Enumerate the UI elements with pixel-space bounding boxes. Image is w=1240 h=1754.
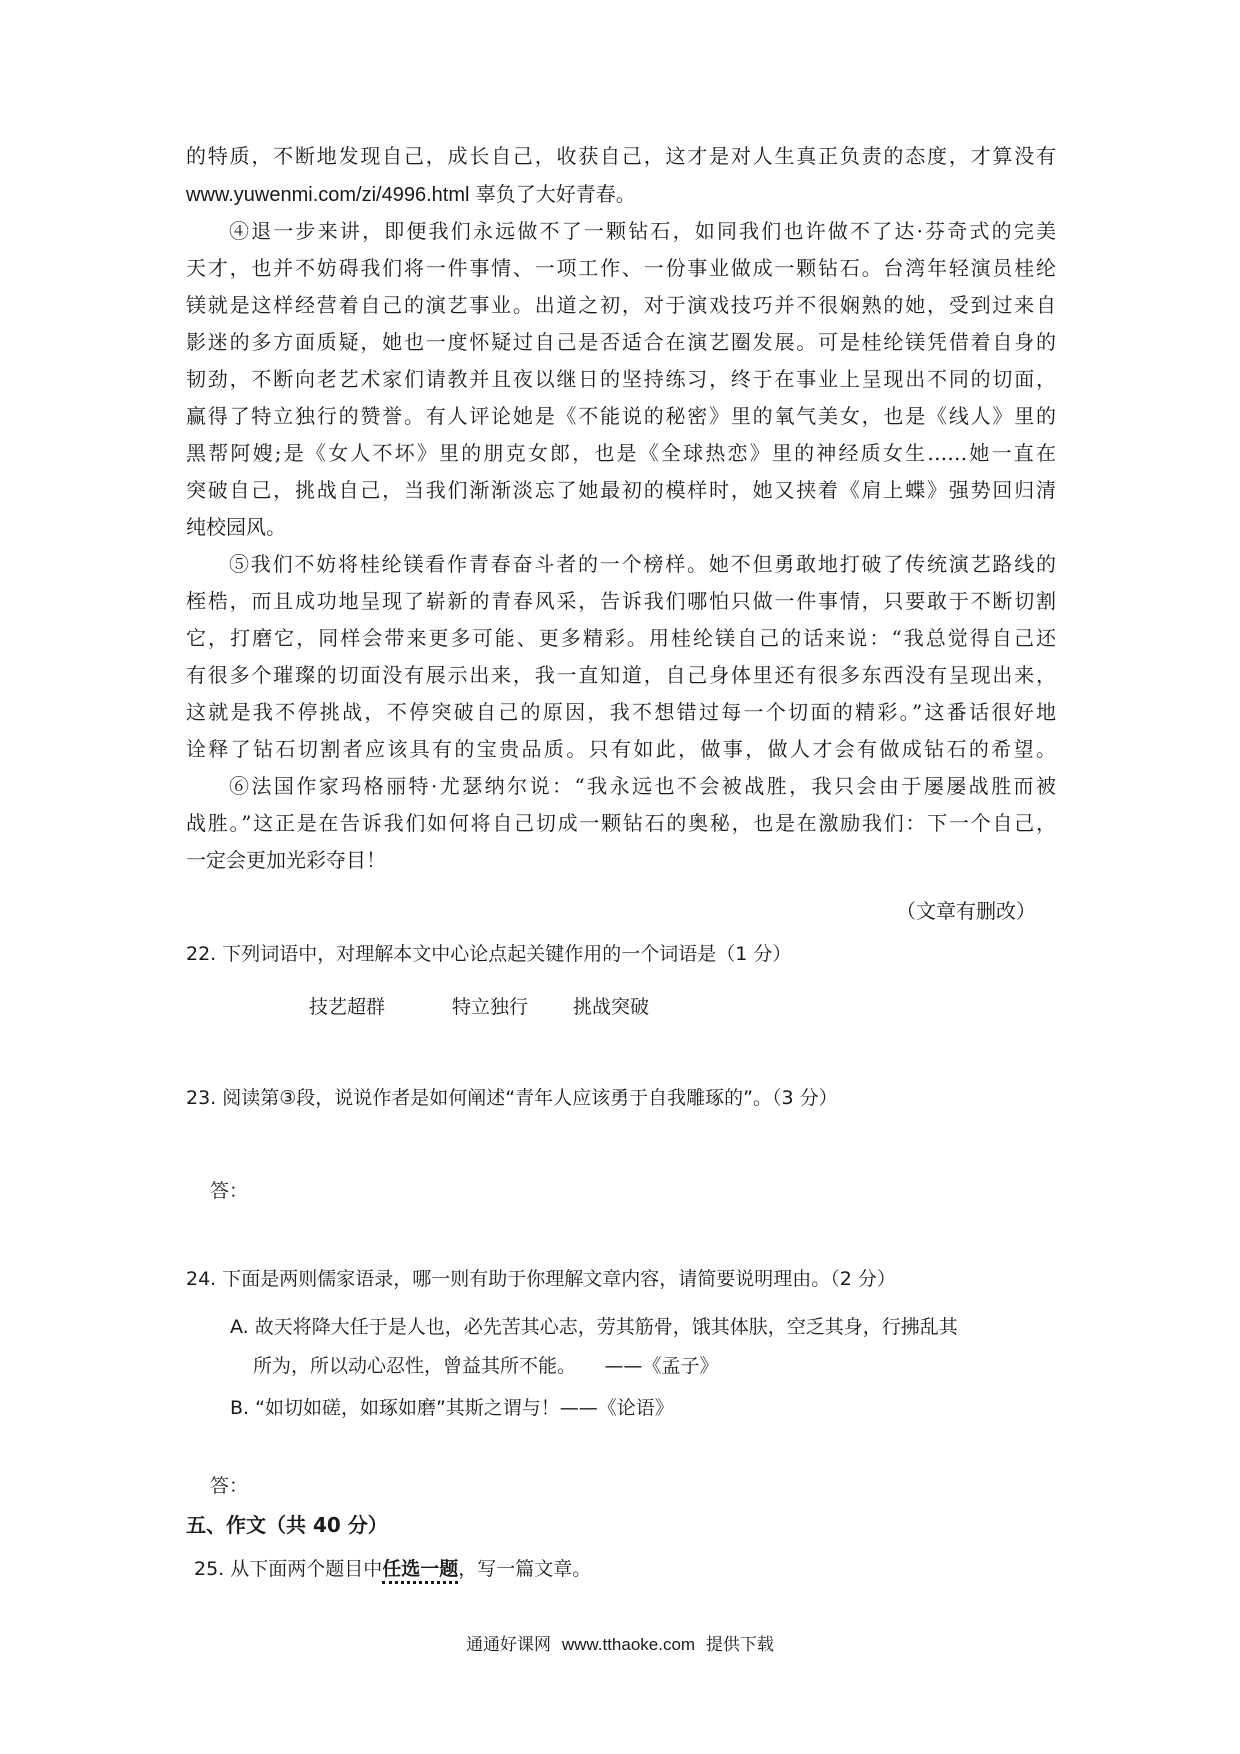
q22-option-1: 技艺超群 xyxy=(309,996,386,1018)
question-24: 24. 下面是两则儒家语录，哪一则有助于你理解文章内容，请简要说明理由。（2 分） xyxy=(186,1268,896,1290)
q24-option-a-cont: 所为，所以动心忍性，曾益其所不能。 ——《孟子》 xyxy=(253,1355,719,1377)
passage-line: ⑤我们不妨将桂纶镁看作青春奋斗者的一个榜样。她不但勇敢地打破了传统演艺路线的 xyxy=(229,552,1056,576)
source-url: www.yuwenmi.com/zi/4996.html xyxy=(186,184,470,206)
passage-line: 赢得了特立独行的赞誉。有人评论她是《不能说的秘密》里的氧气美女，也是《线人》里的 xyxy=(186,404,1056,428)
passage-line xyxy=(186,180,636,209)
answer-label: 答： xyxy=(210,1475,249,1497)
passage-line: 一定会更加光彩夺目！ xyxy=(186,848,386,872)
passage-line: 突破自己，挑战自己，当我们渐渐淡忘了她最初的模样时，她又挟着《肩上蝶》强势回归清 xyxy=(186,478,1056,502)
footer-suffix: 提供下载 xyxy=(705,1635,774,1655)
passage-line: 它，打磨它，同样会带来更多可能、更多精彩。用桂纶镁自己的话来说：“我总觉得自己还 xyxy=(186,626,1056,650)
footer-url: www.tthaoke.com xyxy=(561,1635,696,1654)
passage-line: 战胜。”这正是在告诉我们如何将自己切成一颗钻石的奥秘，也是在激励我们：下一个自己， xyxy=(186,811,1056,835)
passage-line: 镁就是这样经营着自己的演艺事业。出道之初，对于演戏技巧并不很娴熟的她，受到过来自 xyxy=(186,293,1056,317)
passage-line: 韧劲，不断向老艺术家们请教并且夜以继日的坚持练习，终于在事业上呈现出不同的切面， xyxy=(186,367,1056,391)
question-22: 22. 下列词语中，对理解本文中心论点起关键作用的一个词语是（1 分） xyxy=(186,943,792,965)
footer-site: 通通好课网 xyxy=(466,1635,552,1655)
question-25 xyxy=(194,1555,591,1583)
answer-label: 答： xyxy=(210,1180,249,1202)
passage-line: ⑥法国作家玛格丽特·尤瑟纳尔说：“我永远也不会被战胜，我只会由于屡屡战胜而被 xyxy=(229,774,1056,798)
passage-line: 有很多个璀璨的切面没有展示出来，我一直知道，自己身体里还有很多东西没有呈现出来， xyxy=(186,663,1056,687)
passage-line: 诠释了钻石切割者应该具有的宝贵品质。只有如此，做事，做人才会有做成钻石的希望。 xyxy=(186,737,1056,761)
passage-text: 辜负了大好青春。 xyxy=(469,182,636,206)
passage-line: 纯校园风。 xyxy=(186,515,286,539)
passage-line: 影迷的多方面质疑，她也一度怀疑过自己是否适合在演艺圈发展。可是桂纶镁凭借着自身的 xyxy=(186,330,1056,354)
passage-line: ④退一步来讲，即便我们永远做不了一颗钻石，如同我们也许做不了达·芬奇式的完美 xyxy=(229,219,1056,243)
passage-line: 这就是我不停挑战，不停突破自己的原因，我不想错过每一个切面的精彩。”这番话很好地 xyxy=(186,700,1056,724)
editor-note: （文章有删改） xyxy=(896,899,1036,923)
passage-line: 桎梏，而且成功地呈现了崭新的青春风采，告诉我们哪怕只做一件事情，只要敢于不断切割 xyxy=(186,589,1056,613)
passage-line: 黑帮阿嫂;是《女人不坏》里的朋克女郎，也是《全球热恋》里的神经质女生……她一直在 xyxy=(186,441,1056,465)
q25-emphasis: 任选一题 xyxy=(382,1558,458,1584)
q24-option-a: A. 故天将降大任于是人也，必先苦其心志，劳其筋骨，饿其体肤，空乏其身，行拂乱其 xyxy=(230,1316,958,1338)
q22-option-2: 特立独行 xyxy=(452,996,529,1018)
page-footer xyxy=(0,1631,1240,1659)
passage-line: 的特质，不断地发现自己，成长自己，收获自己，这才是对人生真正负责的态度，才算没有 xyxy=(186,144,1056,168)
section-title: 五、作文（共 40 分） xyxy=(186,1513,388,1537)
q24-option-b: B. “如切如磋，如琢如磨”其斯之谓与！——《论语》 xyxy=(230,1397,674,1419)
q22-option-3: 挑战突破 xyxy=(573,996,650,1018)
passage-line: 天才，也并不妨碍我们将一件事情、一项工作、一份事业做成一颗钻石。台湾年轻演员桂纶 xyxy=(186,256,1056,280)
question-23: 23. 阅读第③段，说说作者是如何阐述“青年人应该勇于自我雕琢的”。（3 分） xyxy=(186,1087,838,1109)
q25-suffix: ，写一篇文章。 xyxy=(458,1558,592,1580)
q25-prefix: 25. 从下面两个题目中 xyxy=(194,1558,383,1580)
